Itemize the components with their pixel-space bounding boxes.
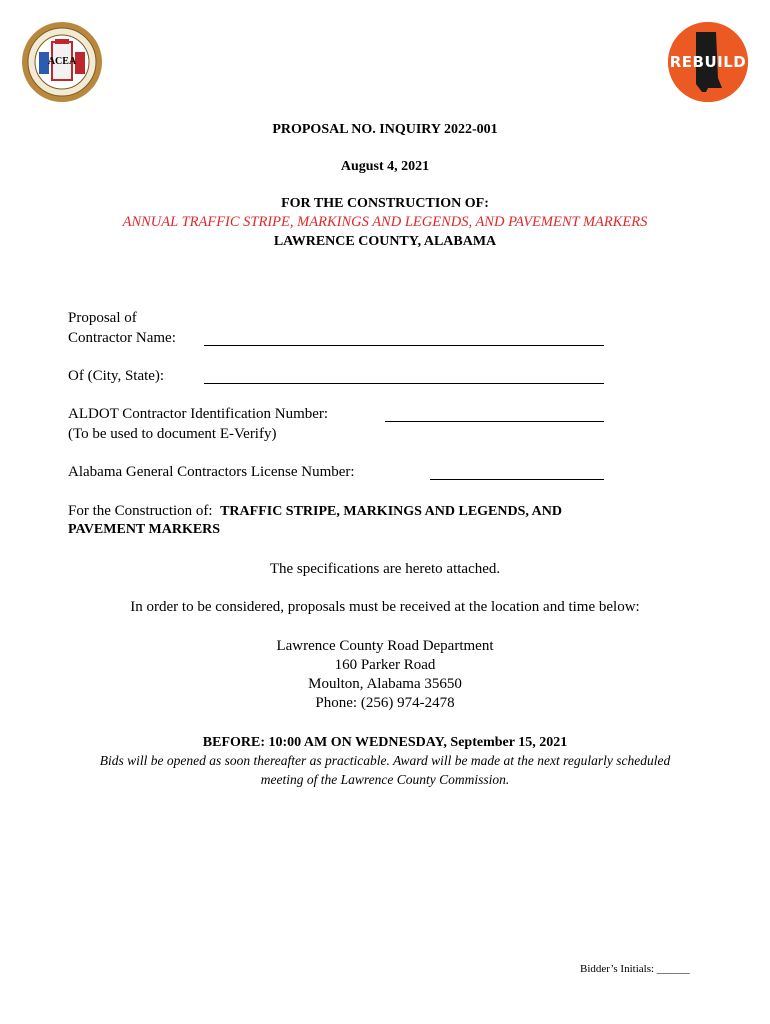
construction-of-value: TRAFFIC STRIPE, MARKINGS AND LEGENDS, AND bbox=[220, 504, 562, 519]
proposal-date: August 4, 2021 bbox=[340, 159, 430, 174]
everify-note: (To be used to document E-Verify) bbox=[68, 426, 277, 442]
aldot-id-field[interactable] bbox=[385, 421, 604, 422]
county-name: LAWRENCE COUNTY, ALABAMA bbox=[273, 234, 497, 249]
bid-opening-note-cont: meeting of the Lawrence County Commission. bbox=[260, 772, 510, 787]
license-number-label: Alabama General Contractors License Number: bbox=[68, 464, 355, 480]
city-state-field[interactable] bbox=[204, 383, 604, 384]
specifications-note: The specifications are hereto attached. bbox=[269, 561, 501, 577]
address-name: Lawrence County Road Department bbox=[276, 638, 494, 654]
construction-heading: FOR THE CONSTRUCTION OF: bbox=[281, 196, 489, 211]
license-number-field[interactable] bbox=[430, 479, 604, 480]
construction-of-label: For the Construction of: bbox=[68, 503, 213, 519]
deadline: BEFORE: 10:00 AM ON WEDNESDAY, September 15, 2021 bbox=[202, 735, 568, 750]
project-title: ANNUAL TRAFFIC STRIPE, MARKINGS AND LEGENDS, AND PAVEMENT MARKERS bbox=[122, 214, 648, 230]
address-city: Moulton, Alabama 35650 bbox=[308, 676, 462, 692]
bid-opening-note: Bids will be opened as soon thereafter as practicable. Award will be made at the next regularly scheduled bbox=[99, 753, 671, 768]
city-state-label: Of (City, State): bbox=[68, 368, 165, 384]
rebuild-logo-text: REBUILD bbox=[669, 53, 747, 71]
construction-of-value-cont: PAVEMENT MARKERS bbox=[68, 522, 221, 537]
bidders-initials: Bidder’s Initials: ______ bbox=[580, 963, 690, 975]
proposal-number: PROPOSAL NO. INQUIRY 2022-001 bbox=[272, 122, 498, 137]
contractor-name-label: Contractor Name: bbox=[68, 330, 176, 346]
proposal-of-label: Proposal of bbox=[68, 310, 137, 326]
acea-logo-text: ACEA bbox=[47, 56, 77, 67]
aldot-id-label: ALDOT Contractor Identification Number: bbox=[68, 406, 329, 422]
contractor-name-field[interactable] bbox=[204, 345, 604, 346]
address-street: 160 Parker Road bbox=[334, 657, 436, 673]
construction-of-line bbox=[68, 503, 708, 520]
address-phone: Phone: (256) 974-2478 bbox=[315, 695, 455, 711]
consideration-note: In order to be considered, proposals must be received at the location and time below: bbox=[130, 599, 640, 615]
